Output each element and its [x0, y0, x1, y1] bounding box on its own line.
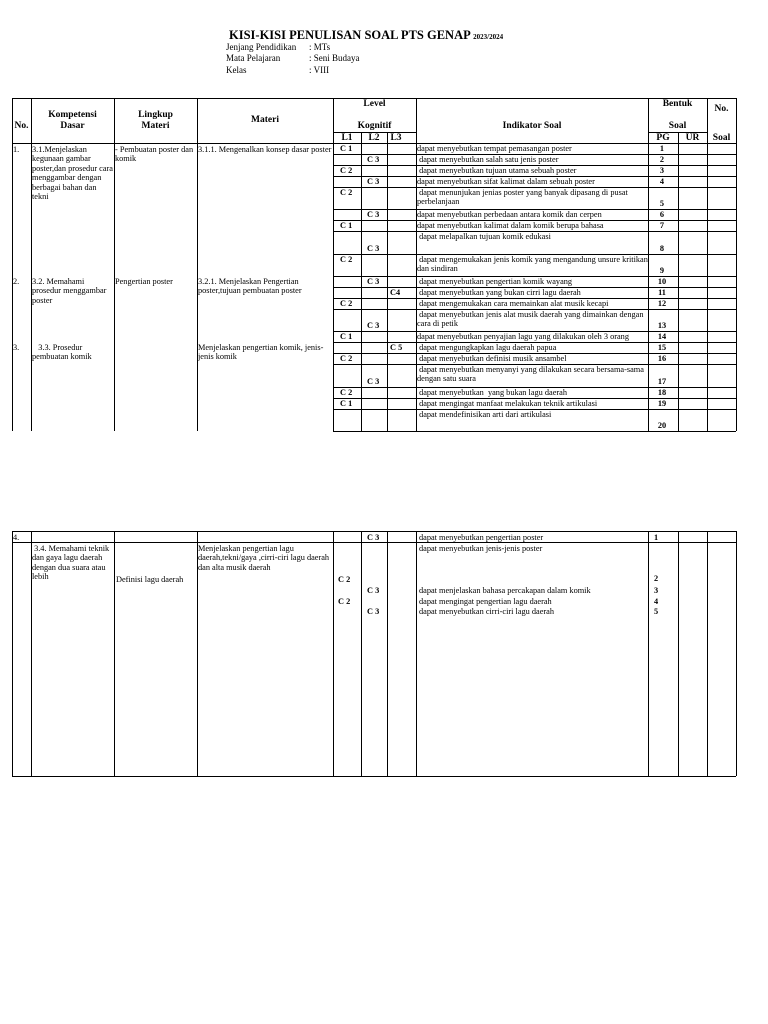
indikator-soal: dapat menyebutkan cirri-ciri lagu daerah — [419, 607, 554, 616]
meta-value-mapel: : Seni Budaya — [309, 53, 360, 63]
col-header-l1: L1 — [341, 133, 353, 143]
col-header-l3: L3 — [390, 133, 402, 143]
table1-header-bottom-left — [12, 143, 333, 144]
level-l2: C 3 — [367, 377, 380, 386]
level-l2: C 3 — [367, 244, 380, 253]
nomor-soal: 14 — [657, 332, 667, 341]
indikator-soal: dapat menyebutkan jenis-jenis poster — [419, 544, 543, 553]
level-l2: C 3 — [367, 155, 380, 164]
group-no: 3. — [13, 343, 20, 352]
indikator-soal: dapat menyebutkan yang bukan cirri lagu daerah — [417, 288, 581, 297]
meta-label-kelas: Kelas — [226, 65, 247, 75]
indikator-soal: dapat menyebutkan definisi musik ansambel — [417, 354, 567, 363]
group-kompetensi: 3.2. Memahami prosedur menggambar poster — [32, 277, 107, 305]
level-l1: C 2 — [338, 597, 351, 606]
table2-bottom-border — [12, 776, 736, 777]
indikator-soal: dapat menjelaskan bahasa percakapan dalam komik — [419, 586, 591, 595]
col-header-no-soal: No. — [714, 104, 729, 114]
nomor-soal: 13 — [657, 321, 667, 330]
meta-value-kelas: : VIII — [309, 65, 330, 75]
indikator-soal: dapat menyebutkan perbedaan antara komik dan cerpen — [417, 210, 602, 219]
level-l2: C 3 — [367, 533, 380, 542]
nomor-soal: 10 — [657, 277, 667, 286]
indikator-soal: dapat mengemukakan cara memainkan alat musik kecapi — [417, 299, 609, 308]
table2-col-line — [416, 531, 417, 776]
table1-col-line — [707, 98, 708, 431]
indikator-soal: dapat melapalkan tujuan komik edukasi — [417, 232, 551, 241]
group-materi: 3.1.1. Mengenalkan konsep dasar poster — [198, 145, 332, 154]
col-header-materi: Materi — [251, 115, 279, 125]
table2-col-line — [12, 531, 13, 776]
table2-kompetensi: 3.4. Memahami teknik dan gaya lagu daerah dengan dua suara atau lebih — [32, 544, 112, 582]
nomor-soal: 19 — [657, 399, 667, 408]
indikator-soal: dapat menyebutkan sifat kalimat dalam sebuah poster — [417, 177, 595, 186]
table2-materi: Menjelaskan pengertian lagu daerah,tekni/gaya ,cirri-ciri lagu daerah dan alta musik daerah — [198, 544, 330, 572]
indikator-soal: dapat mengemukakan jenis komik yang mengandung unsure kritikan dan sindiran — [417, 255, 650, 274]
nomor-soal: 7 — [659, 221, 665, 230]
level-l1: C 2 — [340, 255, 353, 264]
nomor-soal: 4 — [654, 597, 659, 606]
level-l1: C 2 — [338, 575, 351, 584]
indikator-soal: dapat menyebutkan tempat pemasangan poster — [417, 144, 572, 153]
nomor-soal: 4 — [659, 177, 665, 186]
col-header-bentuk: Bentuk — [662, 99, 693, 109]
nomor-soal: 1 — [654, 533, 659, 542]
nomor-soal: 5 — [659, 199, 665, 208]
col-header-soal: Soal — [668, 121, 687, 131]
meta-label-mapel: Mata Pelajaran — [226, 53, 281, 63]
title-text: KISI-KISI PENULISAN SOAL PTS GENAP — [229, 28, 471, 42]
level-l1: C 2 — [340, 166, 353, 175]
nomor-soal: 20 — [657, 421, 667, 430]
col-header-lingkup: Lingkup Materi — [138, 110, 173, 131]
col-header-indikator: Indikator Soal — [502, 121, 562, 131]
indikator-soal: dapat mengingat pengertian lagu daerah — [419, 597, 552, 606]
meta-label-jenjang: Jenjang Pendidikan — [226, 42, 297, 52]
table1-col-line — [736, 98, 737, 431]
group-kompetensi: 3.3. Prosedur pembuatan komik — [32, 343, 92, 362]
group-kompetensi: 3.1.Menjelaskan kegunaan gambar poster,dan prosedur cara menggambar dengan berbagai bahan dan tekni — [32, 145, 113, 202]
document-title — [229, 28, 503, 43]
meta-value-jenjang: : MTs — [309, 42, 331, 52]
nomor-soal: 16 — [657, 354, 667, 363]
table2-group-no: 4. — [13, 533, 20, 542]
nomor-soal: 2 — [659, 155, 665, 164]
level-l1: C 2 — [340, 388, 353, 397]
indikator-soal: dapat menyebutkan yang bukan lagu daerah — [417, 388, 567, 397]
level-l1: C 1 — [340, 399, 353, 408]
indikator-soal: dapat menyebutkan pengertian poster — [419, 533, 544, 542]
level-l2: C 3 — [367, 177, 380, 186]
col-header-pg: PG — [656, 133, 670, 143]
indikator-soal: dapat menyebutkan tujuan utama sebuah poster — [417, 166, 577, 175]
group-no: 1. — [13, 145, 20, 154]
table2-col-line — [387, 531, 388, 776]
table1-row-rule — [333, 431, 736, 432]
col-header-kognitif: Kognitif — [357, 121, 392, 131]
indikator-soal: dapat menyebutkan pengertian komik wayang — [417, 277, 573, 286]
indikator-soal: dapat menyebutkan menyanyi yang dilakukan secara bersama-sama dengan satu suara — [417, 365, 647, 384]
col-header-no: No. — [14, 121, 29, 131]
nomor-soal: 5 — [654, 607, 659, 616]
level-l2: C 3 — [367, 586, 380, 595]
table2-top-border — [12, 531, 736, 532]
col-header-l2: L2 — [368, 133, 380, 143]
indikator-soal: dapat menunjukan jenias poster yang banyak dipasang di pusat perbelanjaan — [417, 188, 630, 207]
nomor-soal: 8 — [659, 244, 665, 253]
level-l3: C4 — [390, 288, 401, 297]
indikator-soal: dapat menyebutkan penyajian lagu yang dilakukan oleh 3 orang — [417, 332, 629, 341]
nomor-soal: 9 — [659, 266, 665, 275]
table2-col-line — [736, 531, 737, 776]
level-l2: C 3 — [367, 210, 380, 219]
nomor-soal: 3 — [654, 586, 659, 595]
title-year: 2023/2024 — [473, 33, 504, 41]
indikator-soal: dapat menyebutkan kalimat dalam komik berupa bahasa — [417, 221, 604, 230]
level-l1: C 1 — [340, 144, 353, 153]
table2-col-line — [707, 531, 708, 776]
indikator-soal: dapat menyebutkan salah satu jenis poster — [417, 155, 559, 164]
level-l1: C 2 — [340, 299, 353, 308]
table2-lingkup: Definisi lagu daerah — [116, 575, 184, 584]
indikator-soal: dapat mengungkapkan lagu daerah papua — [417, 343, 557, 352]
table2-col-line — [678, 531, 679, 776]
level-l1: C 2 — [340, 188, 353, 197]
level-l1: C 2 — [340, 354, 353, 363]
table2-col-line — [648, 531, 649, 776]
nomor-soal: 1 — [659, 144, 665, 153]
nomor-soal: 17 — [657, 377, 667, 386]
nomor-soal: 3 — [659, 166, 665, 175]
indikator-soal: dapat menyebutkan jenis alat musik daerah yang dimainkan dengan cara di petik — [417, 310, 646, 329]
group-materi: Menjelaskan pengertian komik, jenis-jenis komik — [198, 343, 324, 362]
level-l3: C 5 — [390, 343, 403, 352]
nomor-soal: 15 — [657, 343, 667, 352]
level-l2: C 3 — [367, 321, 380, 330]
table2-col-line — [333, 531, 334, 776]
nomor-soal: 6 — [659, 210, 665, 219]
col-header-level: Level — [363, 99, 386, 109]
nomor-soal: 12 — [657, 299, 667, 308]
nomor-soal: 11 — [658, 288, 666, 297]
table2-col-line — [361, 531, 362, 776]
nomor-soal: 2 — [654, 574, 659, 583]
nomor-soal: 18 — [657, 388, 667, 397]
level-l2: C 3 — [367, 607, 380, 616]
level-l2: C 3 — [367, 277, 380, 286]
indikator-soal: dapat mendefinisikan arti dari artikulasi — [417, 410, 552, 419]
indikator-soal: dapat mengingat manfaat melakukan teknik artikulasi — [417, 399, 598, 408]
col-header-soal2: Soal — [712, 133, 731, 143]
group-materi: 3.2.1. Menjelaskan Pengertian poster,tujuan pembuatan poster — [198, 277, 302, 296]
level-l1: C 1 — [340, 221, 353, 230]
group-lingkup: - Pembuatan poster dan komik — [115, 145, 194, 164]
col-header-kompetensi: Kompetensi Dasar — [48, 110, 97, 131]
table2-row-border — [12, 542, 736, 543]
level-l1: C 1 — [340, 332, 353, 341]
col-header-ur: UR — [685, 133, 700, 143]
table2-col-line — [114, 531, 115, 776]
group-no: 2. — [13, 277, 20, 286]
table1-col-line — [333, 98, 334, 431]
group-lingkup: Pengertian poster — [115, 277, 173, 286]
